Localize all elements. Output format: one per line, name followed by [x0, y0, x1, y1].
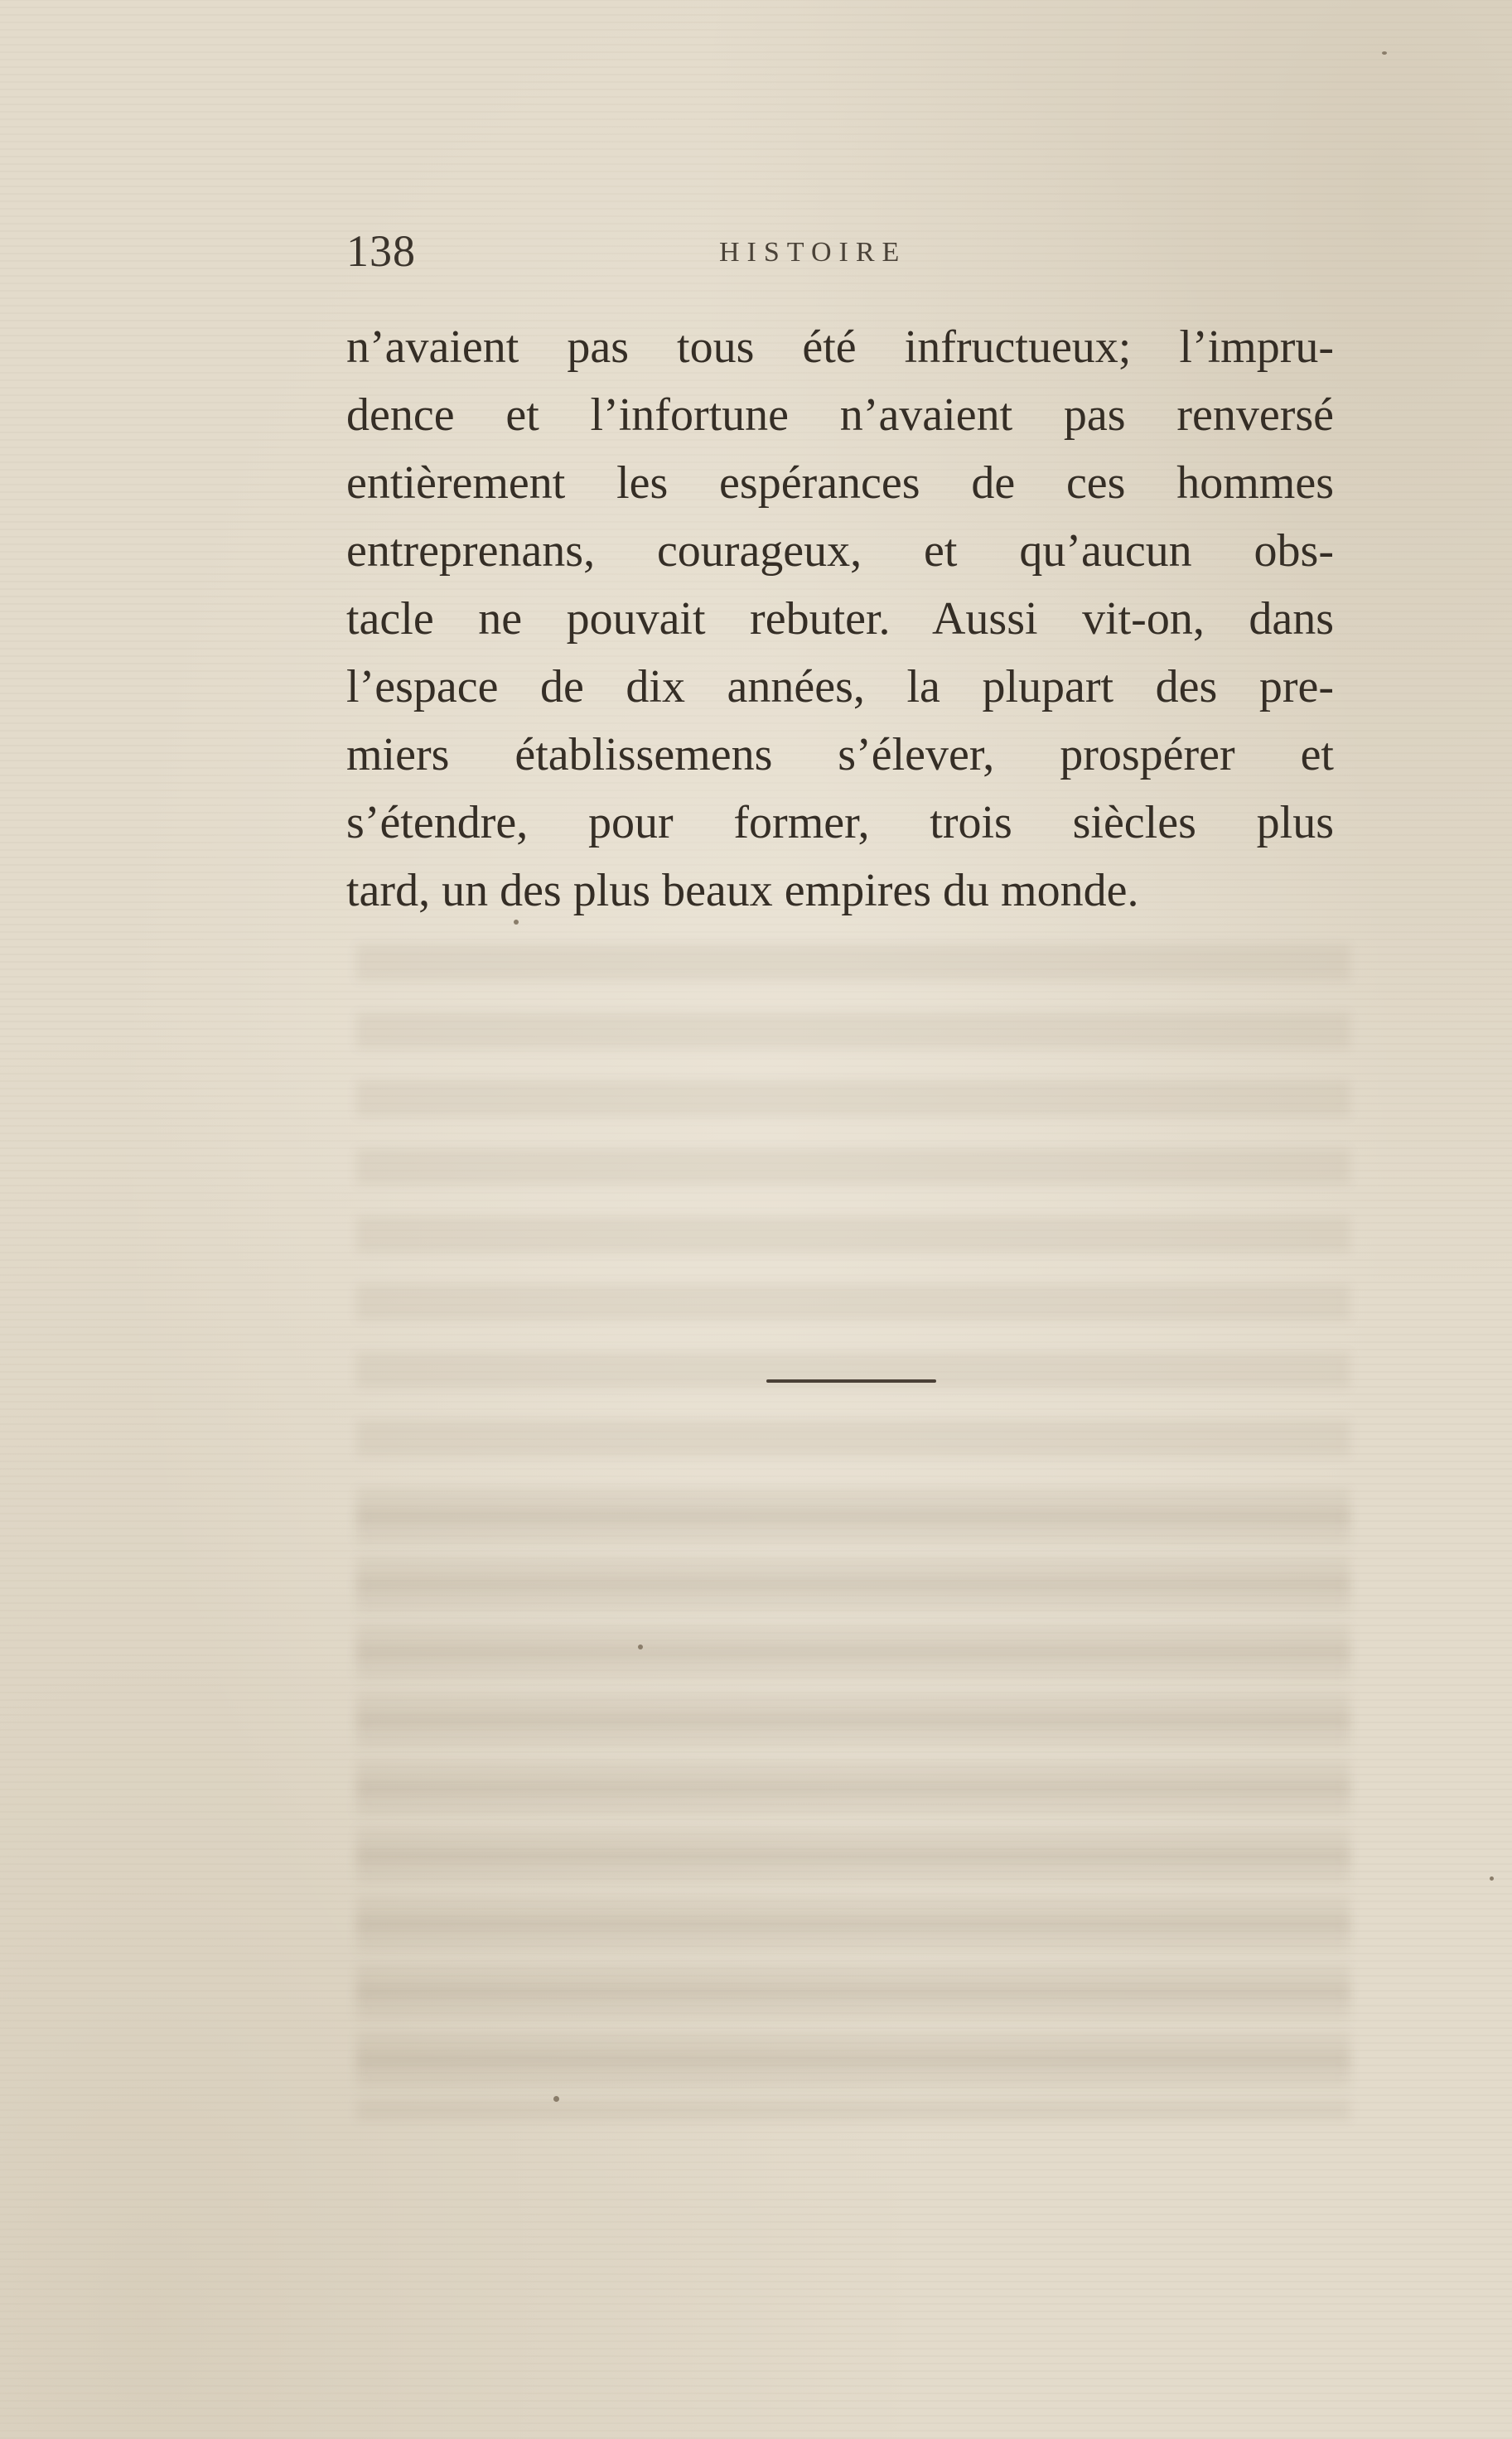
text-line: entreprenans, courageux, et qu’aucun obs- — [346, 525, 1334, 577]
text-line: tacle ne pouvait rebuter. Aussi vit-on, dans — [346, 593, 1334, 645]
text-line: s’étendre, pour former, trois siècles plus — [346, 797, 1334, 848]
body-text — [346, 313, 1334, 925]
text-line: entièrement les espérances de ces hommes — [346, 457, 1334, 509]
text-line: miers établissemens s’élever, prospérer et — [346, 729, 1334, 780]
page-header — [346, 225, 1341, 283]
text-line: l’espace de dix années, la plupart des pre- — [346, 661, 1334, 712]
text-line: dence et l’infortune n’avaient pas renversé — [346, 389, 1334, 441]
paper-speck — [553, 2096, 559, 2102]
paper-speck — [1382, 51, 1387, 55]
show-through-text-lower — [356, 1508, 1350, 2088]
running-head: HISTOIRE — [719, 237, 907, 268]
paper-speck — [1490, 1876, 1494, 1881]
page-number: 138 — [346, 226, 416, 276]
text-line: n’avaient pas tous été infructueux; l’impru- — [346, 321, 1334, 373]
paper-speck — [514, 920, 519, 925]
paper-speck — [638, 1645, 643, 1649]
text-line: tard, un des plus beaux empires du monde. — [346, 865, 1139, 916]
section-divider-rule — [766, 1379, 936, 1383]
